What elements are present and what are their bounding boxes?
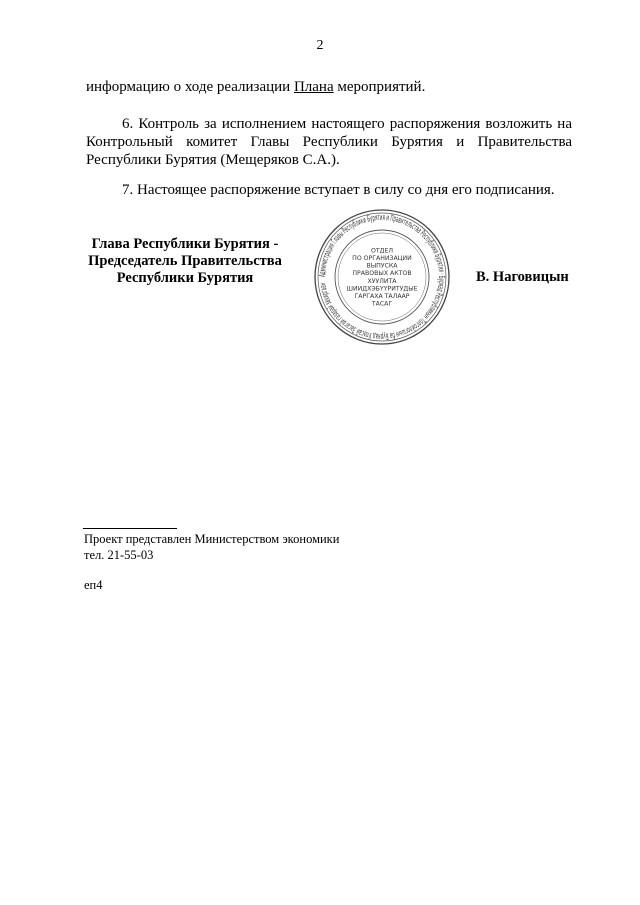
signatory-title-line-3: Республики Бурятия: [116, 270, 254, 286]
signatory-title-line-2: Председатель Правительства: [88, 253, 282, 269]
seal-center-line: ВЫПУСКА: [366, 262, 398, 270]
seal-center-line: ПРАВОВЫХ АКТОВ: [352, 270, 412, 278]
seal-center-line: ПО ОРГАНИЗАЦИИ: [352, 255, 412, 262]
continuation-text-before: информацию о ходе реализации: [86, 79, 294, 95]
seal-center-line: ТАСАГ: [371, 300, 393, 308]
signatory-title: [70, 236, 300, 287]
continuation-text-after: мероприятий.: [333, 79, 426, 95]
official-seal-stamp: [312, 207, 452, 347]
seal-center-line: ХУУЛИТА: [367, 277, 397, 285]
footnote-divider: [83, 528, 177, 529]
plan-link[interactable]: Плана: [293, 79, 334, 95]
footer-document-code: еп4: [84, 578, 103, 592]
seal-ring-text: Администрация Главы Республики Бурятия и Правительства Республики Бурятия · Буряад Республикын Толгойлогшын ба Буряад Уласай Засагай газарай захиргаан: [317, 212, 447, 342]
seal-center-line: ГАРГАХА ТАЛААР: [354, 293, 410, 300]
paragraph-item-6: 6. Контроль за исполнением настоящего распоряжения возложить на Контрольный комитет Главы Республики Бурятия и Правительства Республики Бурятия (Мещеряков С.А.).: [86, 116, 572, 168]
seal-center-text: [346, 247, 417, 307]
page-number: 2: [316, 38, 324, 53]
paragraph-continuation: [86, 78, 572, 96]
seal-center-line: ШИИДХЭБҮҮРИТУДЫЕ: [346, 285, 418, 293]
footer-phone: тел. 21-55-03: [84, 548, 154, 562]
signatory-title-line-1: Глава Республики Бурятия -: [91, 236, 279, 252]
footer-project-note: Проект представлен Министерством экономики: [84, 532, 340, 546]
seal-center-line: ОТДЕЛ: [370, 247, 394, 255]
signatory-name: В. Наговицын: [476, 269, 569, 285]
paragraph-item-7: 7. Настоящее распоряжение вступает в силу со дня его подписания.: [122, 182, 555, 198]
